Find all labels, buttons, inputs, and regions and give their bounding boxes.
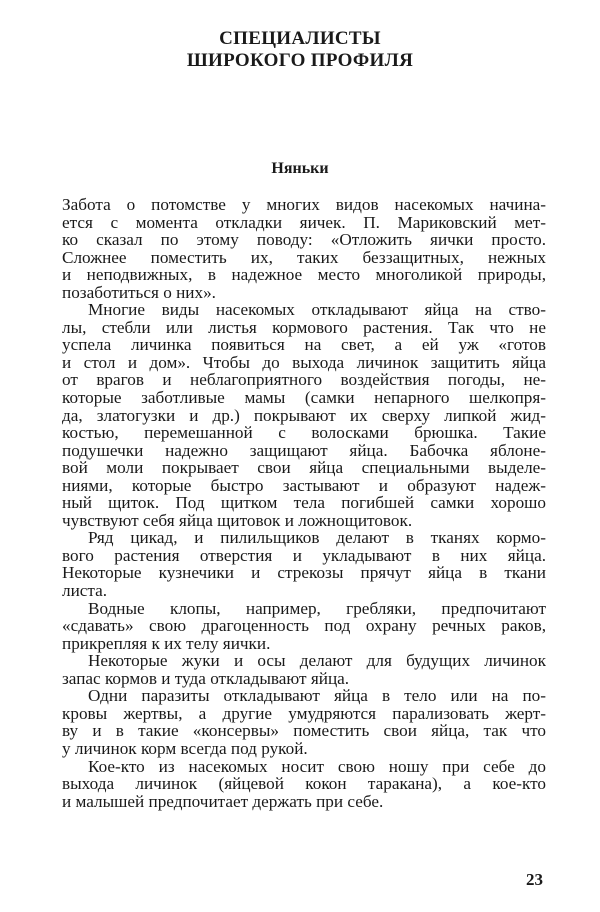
text-line: запас кормов и туда откладывают яйца.	[62, 668, 350, 688]
paragraph	[62, 301, 546, 529]
section-title: Няньки	[271, 160, 329, 177]
text-line: чувствуют себя яйца щитовок и ложнощитовок.	[62, 510, 413, 530]
text-line: и стол и дом». Чтобы до выхода личинок защитить яйца	[62, 352, 546, 372]
text-line: Ряд цикад, и пилильщиков делают в тканях кормо-	[88, 528, 546, 548]
chapter-title-line: ШИРОКОГО ПРОФИЛЯ	[186, 50, 414, 71]
text-line: от врагов и неблагоприятного воздействия погоды, не-	[62, 370, 546, 390]
text-line: «сдавать» свою драгоценность под охрану речных раков,	[62, 616, 546, 636]
chapter-title-line: СПЕЦИАЛИСТЫ	[219, 28, 381, 49]
text-line: да, златогузки и др.) покрывают их сверху липкой жид-	[62, 405, 546, 425]
text-line: ниями, которые быстро застывают и образуют надеж-	[62, 475, 546, 495]
text-line: Одни паразиты откладывают яйца в тело или на по-	[88, 686, 546, 706]
text-line: и малышей предпочитает держать при себе.	[62, 791, 384, 811]
text-line: и неподвижных, в надежное место многоликой природы,	[62, 265, 546, 285]
text-line: успела личинка появиться на свет, а ей уж «готов	[62, 335, 546, 355]
text-line: подушечки надежно защищают яйца. Бабочка яблоне-	[62, 440, 546, 460]
page-number: 23	[526, 870, 543, 889]
text-line: костью, перемешанной с волосками брюшка. Такие	[62, 423, 546, 443]
text-line: вой моли покрывает свои яйца специальными выделе-	[62, 458, 546, 478]
paragraph	[62, 196, 546, 301]
text-line: Забота о потомстве у многих видов насекомых начина-	[62, 195, 546, 214]
text-line: ный щиток. Под щитком тела погибшей самки хорошо	[62, 493, 546, 513]
text-line: кровы жертвы, а другие умудряются парализовать жерт-	[62, 703, 546, 723]
chapter-title	[0, 28, 600, 72]
text-line: Некоторые кузнечики и стрекозы прячут яйца в ткани	[62, 563, 546, 583]
paragraph	[62, 758, 546, 811]
text-line: у личинок корм всегда под рукой.	[62, 738, 308, 758]
text-line: Некоторые жуки и осы делают для будущих личинок	[88, 651, 546, 671]
text-line: прикрепляя к их телу яички.	[62, 633, 271, 653]
paragraph	[62, 529, 546, 599]
text-line: вого растения отверстия и укладывают в них яйца.	[62, 545, 546, 565]
text-line: Кое-кто из насекомых носит свою ношу при себе до	[88, 756, 546, 776]
text-line: позаботиться о них».	[62, 282, 216, 302]
body-text	[62, 196, 546, 810]
paragraph	[62, 687, 546, 757]
text-line: Многие виды насекомых откладывают яйца на ство-	[88, 300, 546, 320]
text-line: которые заботливые мамы (самки непарного шелкопря-	[62, 388, 546, 408]
paragraph	[62, 652, 546, 687]
text-line: ко сказал по этому поводу: «Отложить яички просто.	[62, 230, 546, 250]
text-line: Водные клопы, например, гребляки, предпочитают	[88, 598, 546, 618]
paragraph	[62, 600, 546, 653]
text-line: выхода личинок (яйцевой кокон таракана), а кое-кто	[62, 774, 546, 794]
text-line: ется с момента откладки яичек. П. Мариковский мет-	[62, 212, 546, 232]
text-line: листа.	[62, 581, 108, 601]
text-line: Сложнее поместить их, таких беззащитных, нежных	[62, 247, 546, 267]
text-line: ву и в такие «консервы» поместить свои яйца, так что	[62, 721, 546, 741]
text-line: лы, стебли или листья кормового растения. Так что не	[62, 317, 546, 337]
